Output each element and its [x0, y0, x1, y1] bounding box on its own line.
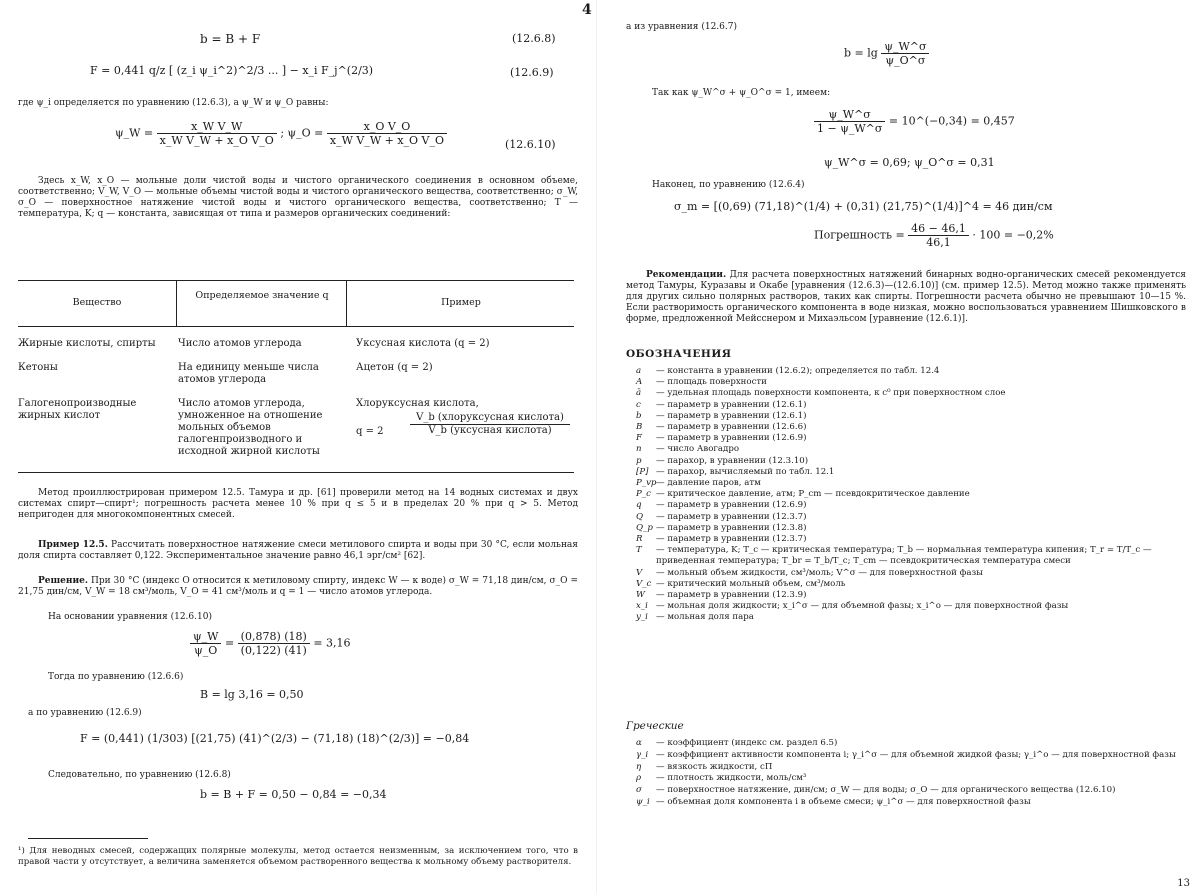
table-cell: Ацетон (q = 2)	[356, 362, 433, 373]
list-item: b — параметр в уравнении (12.6.1)	[636, 410, 807, 421]
list-item: [P] — парахор, вычисляемый по табл. 12.1	[636, 466, 835, 477]
equation-b: b = B + F = 0,50 − 0,84 = −0,34	[200, 788, 387, 801]
fraction: $\frac{\text{x\_W V\_W}}{\text{x\_W V\_W + x\_O V\_O}}$	[157, 120, 277, 147]
list-item: P_c — критическое давление, атм; P_cm — псевдокритическое давление	[636, 489, 970, 500]
greek-notation-list	[636, 738, 1184, 809]
page-number: 13	[1177, 878, 1190, 889]
list-item: c — параметр в уравнении (12.6.1)	[636, 399, 807, 410]
table-cell: Жирные кислоты, спирты	[18, 338, 156, 349]
footnote-rule	[28, 838, 148, 839]
list-item: y_i — мольная доля пара	[636, 612, 754, 623]
equation-B: B = lg 3,16 = 0,50	[200, 688, 304, 701]
text-line: Так как ψ_W^σ + ψ_O^σ = 1, имеем:	[652, 88, 831, 98]
equation-number: (12.6.9)	[510, 66, 554, 79]
list-item: q — параметр в уравнении (12.6.9)	[636, 500, 807, 511]
recommendation-title: Рекомендации.	[646, 270, 727, 280]
list-item: V — мольный объем жидкости, см³/моль; V^σ — для поверхностной фазы	[636, 567, 983, 578]
table-rule	[18, 280, 574, 281]
equation-12-6-10: ψ_W = $\frac{\text{x\_W V\_W}}{\text{x\_W V\_W + x\_O V\_O}}$ ; ψ_O = $\frac{\text{x\_O V\_O}}{\text{x\_W V\_W + x\_O V\_O}}$	[115, 120, 447, 147]
list-item: V_c — критический мольный объем, см³/моль	[636, 578, 846, 589]
table-cell: Уксусная кислота (q = 2)	[356, 338, 490, 349]
greek-title: Греческие	[626, 720, 684, 732]
table-cell: Кетоны	[18, 362, 58, 373]
list-item: n — число Авогадро	[636, 444, 740, 455]
step-text: а по уравнению (12.6.9)	[28, 708, 142, 718]
paragraph: Метод проиллюстрирован примером 12.5. Тамура и др. [61] проверили метод на 14 водных системах и двух системах спирт—спирт¹; погрешность расчета менее 10 % при q ≤ 5 и в пределах 20 % при q > 5. Метод непригоден для многокомпонентных смесей.	[18, 488, 578, 520]
list-item: σ — поверхностное натяжение, дин/см; σ_W — для воды; σ_O — для органического вещества (12.6.10)	[636, 785, 1116, 796]
list-item: α — коэффициент (индекс см. раздел 6.5)	[636, 738, 838, 748]
table-header: Пример	[441, 297, 481, 308]
list-item: γ_i — коэффициент активности компонента i; γ_i^σ — для объемной жидкой фазы; γ_i^o — для поверхностной фазы	[636, 749, 1176, 760]
list-item: x_i — мольная доля жидкости; x_i^σ — для объемной фазы; x_i^o — для поверхностной фазы	[636, 601, 1069, 612]
ratio-equation: $\frac{\psi\_W}{\psi\_O}$ = $\frac{(0,878) (18)}{(0,122) (41)}$ = 3,16	[190, 630, 351, 657]
text-line: Наконец, по уравнению (12.6.4)	[652, 180, 805, 190]
example-title: Пример 12.5.	[38, 540, 108, 550]
equation-number: (12.6.8)	[512, 32, 556, 45]
table-cell: Хлоруксусная кислота,	[356, 398, 479, 409]
step-text: Тогда по уравнению (12.6.6)	[48, 672, 184, 682]
list-item: ψ_i — объемная доля компонента i в объеме смеси; ψ_i^σ — для поверхностной фазы	[636, 796, 1031, 807]
equation-number: (12.6.10)	[505, 138, 556, 151]
text-line: а из уравнения (12.6.7)	[626, 22, 737, 32]
equation-12-6-8: b = B + F	[200, 32, 261, 46]
list-item: T — температура, K; T_c — критическая температура; T_b — нормальная температура кипения; T_r = T/T_c — приведенная температура; T_br = T_b/T_c; T_cm — псевдокритическая температура смеси	[636, 545, 1152, 567]
notation-list	[636, 366, 1184, 624]
equation-12-6-9: F = 0,441 q/z [ (z_i ψ_i^2)^2/3 ... ] − x_i F_j^(2/3)	[90, 64, 374, 77]
list-item: p — парахор, в уравнении (12.3.10)	[636, 455, 809, 466]
intro-line: где ψ_i определяется по уравнению (12.6.3), а ψ_W и ψ_O равны:	[18, 98, 329, 108]
table-divider	[346, 280, 347, 326]
list-item: η — вязкость жидкости, сП	[636, 761, 773, 772]
footnote: ¹) Для неводных смесей, содержащих полярные молекулы, метод остается неизменным, за исключением того, что в правой части у отсутствует, а величина заменяется объемом растворенного вещества к мольному объему растворителя.	[18, 846, 578, 867]
table-header: Вещество	[72, 297, 122, 308]
list-item: F — параметр в уравнении (12.6.9)	[636, 433, 807, 444]
table-rule	[18, 472, 574, 473]
table-cell: На единицу меньше числа атомов углерода	[178, 362, 319, 385]
list-item: A — площадь поверхности	[636, 377, 767, 388]
table-rule	[18, 326, 574, 327]
list-item: a — константа в уравнении (12.6.2); определяется по табл. 12.4	[636, 366, 940, 376]
equation-fraction: $\frac{\psi\_W\^{}\sigma}{1 - \psi\_W\^{}\sigma}$ = 10^(−0,34) = 0,457	[814, 108, 1015, 135]
equation-sigma: σ_m = [(0,69) (71,18)^(1/4) + (0,31) (21,75)^(1/4)]^4 = 46 дин/см	[674, 200, 1053, 213]
list-item: W — параметр в уравнении (12.3.9)	[636, 590, 807, 601]
fraction: $\frac{\text{x\_O V\_O}}{\text{x\_W V\_W + x\_O V\_O}}$	[327, 120, 447, 147]
equation-b-lg: b = lg $\frac{\psi\_W\^{}\sigma}{\psi\_O\^{}\sigma}$	[844, 40, 929, 67]
example-paragraph: Пример 12.5. Рассчитать поверхностное натяжение смеси метилового спирта и воды при 30 °C, если мольная доля спирта составляет 0,122. Экспериментальное значение равно 46,1 эрг/см² [62].	[18, 540, 578, 561]
page-marker: 4	[582, 2, 592, 18]
list-item: R — параметр в уравнении (12.3.7)	[636, 534, 807, 545]
equation-values: ψ_W^σ = 0,69; ψ_O^σ = 0,31	[824, 156, 995, 169]
table-header: Определяемое значение q	[195, 290, 329, 301]
left-page	[0, 0, 590, 893]
solution-title: Решение.	[38, 576, 89, 586]
gutter	[596, 0, 597, 893]
notation-title: ОБОЗНАЧЕНИЯ	[626, 348, 732, 360]
list-item: ρ — плотность жидкости, моль/см³	[636, 773, 807, 784]
step-text: Следовательно, по уравнению (12.6.8)	[48, 770, 231, 780]
step-text: На основании уравнения (12.6.10)	[48, 612, 212, 622]
equation-error: Погрешность = $\frac{46 - 46,1}{46,1}$ · 100 = −0,2%	[814, 222, 1054, 249]
equation-F: F = (0,441) (1/303) [(21,75) (41)^(2/3) − (71,18) (18)^(2/3)] = −0,84	[80, 732, 470, 745]
table-cell: q = 2	[356, 426, 384, 437]
list-item: Q — параметр в уравнении (12.3.7)	[636, 511, 807, 522]
list-item: ā — удельная площадь поверхности компонента, к с⁰ при поверхностном слое	[636, 388, 1006, 399]
table-cell: Число атомов углерода, умноженное на отношение мольных объемов галогенпроизводного и исходной жирной кислоты	[178, 398, 323, 457]
table-cell: Галогенопроизводные жирных кислот	[18, 398, 137, 421]
paragraph: Здесь x_W, x_O — мольные доли чистой воды и чистого органического соединения в основном объеме, соответственно; V_W, V_O — мольные объемы чистой воды и чистого органического вещества, соответственно; σ_W, σ_O — поверхностное натяжение чистой воды и чистого органического вещества, соответственно; T — температура, K; q — константа, зависящая от типа и размеров органических соединений:	[18, 176, 578, 219]
list-item: Q_p — параметр в уравнении (12.3.8)	[636, 522, 807, 533]
table-cell: Число атомов углерода	[178, 338, 302, 349]
list-item: P_vp — давление паров, атм	[636, 478, 761, 489]
solution-paragraph: Решение. При 30 °C (индекс O относится к метиловому спирту, индекс W — к воде) σ_W = 71,18 дин/см, σ_O = 21,75 дин/см, V_W = 18 см³/моль, V_O = 41 см³/моль и q = 1 — число атомов углерода.	[18, 576, 578, 597]
table-divider	[176, 280, 177, 326]
table-cell-fraction: $\frac{\text{V\_b (хлоруксусная кислота)}}{\text{V\_b (уксусная кислота)}}$	[410, 412, 570, 437]
recommendation-paragraph: Рекомендации. Для расчета поверхностных натяжений бинарных водно-органических смесей рекомендуется метод Тамуры, Куразавы и Окабе [уравнения (12.6.3)—(12.6.10)] (см. пример 12.5). Метод можно также применять для других сильно полярных растворов, таких как спирты. Погрешности расчета обычно не превышают 10—15 %. Если растворимость органического компонента в воде низкая, можно воспользоваться уравнением Шишковского в форме, предложенной Мейсснером и Михаэльсом [уравнение (12.6.1)].	[626, 270, 1186, 324]
list-item: B — параметр в уравнении (12.6.6)	[636, 422, 807, 433]
